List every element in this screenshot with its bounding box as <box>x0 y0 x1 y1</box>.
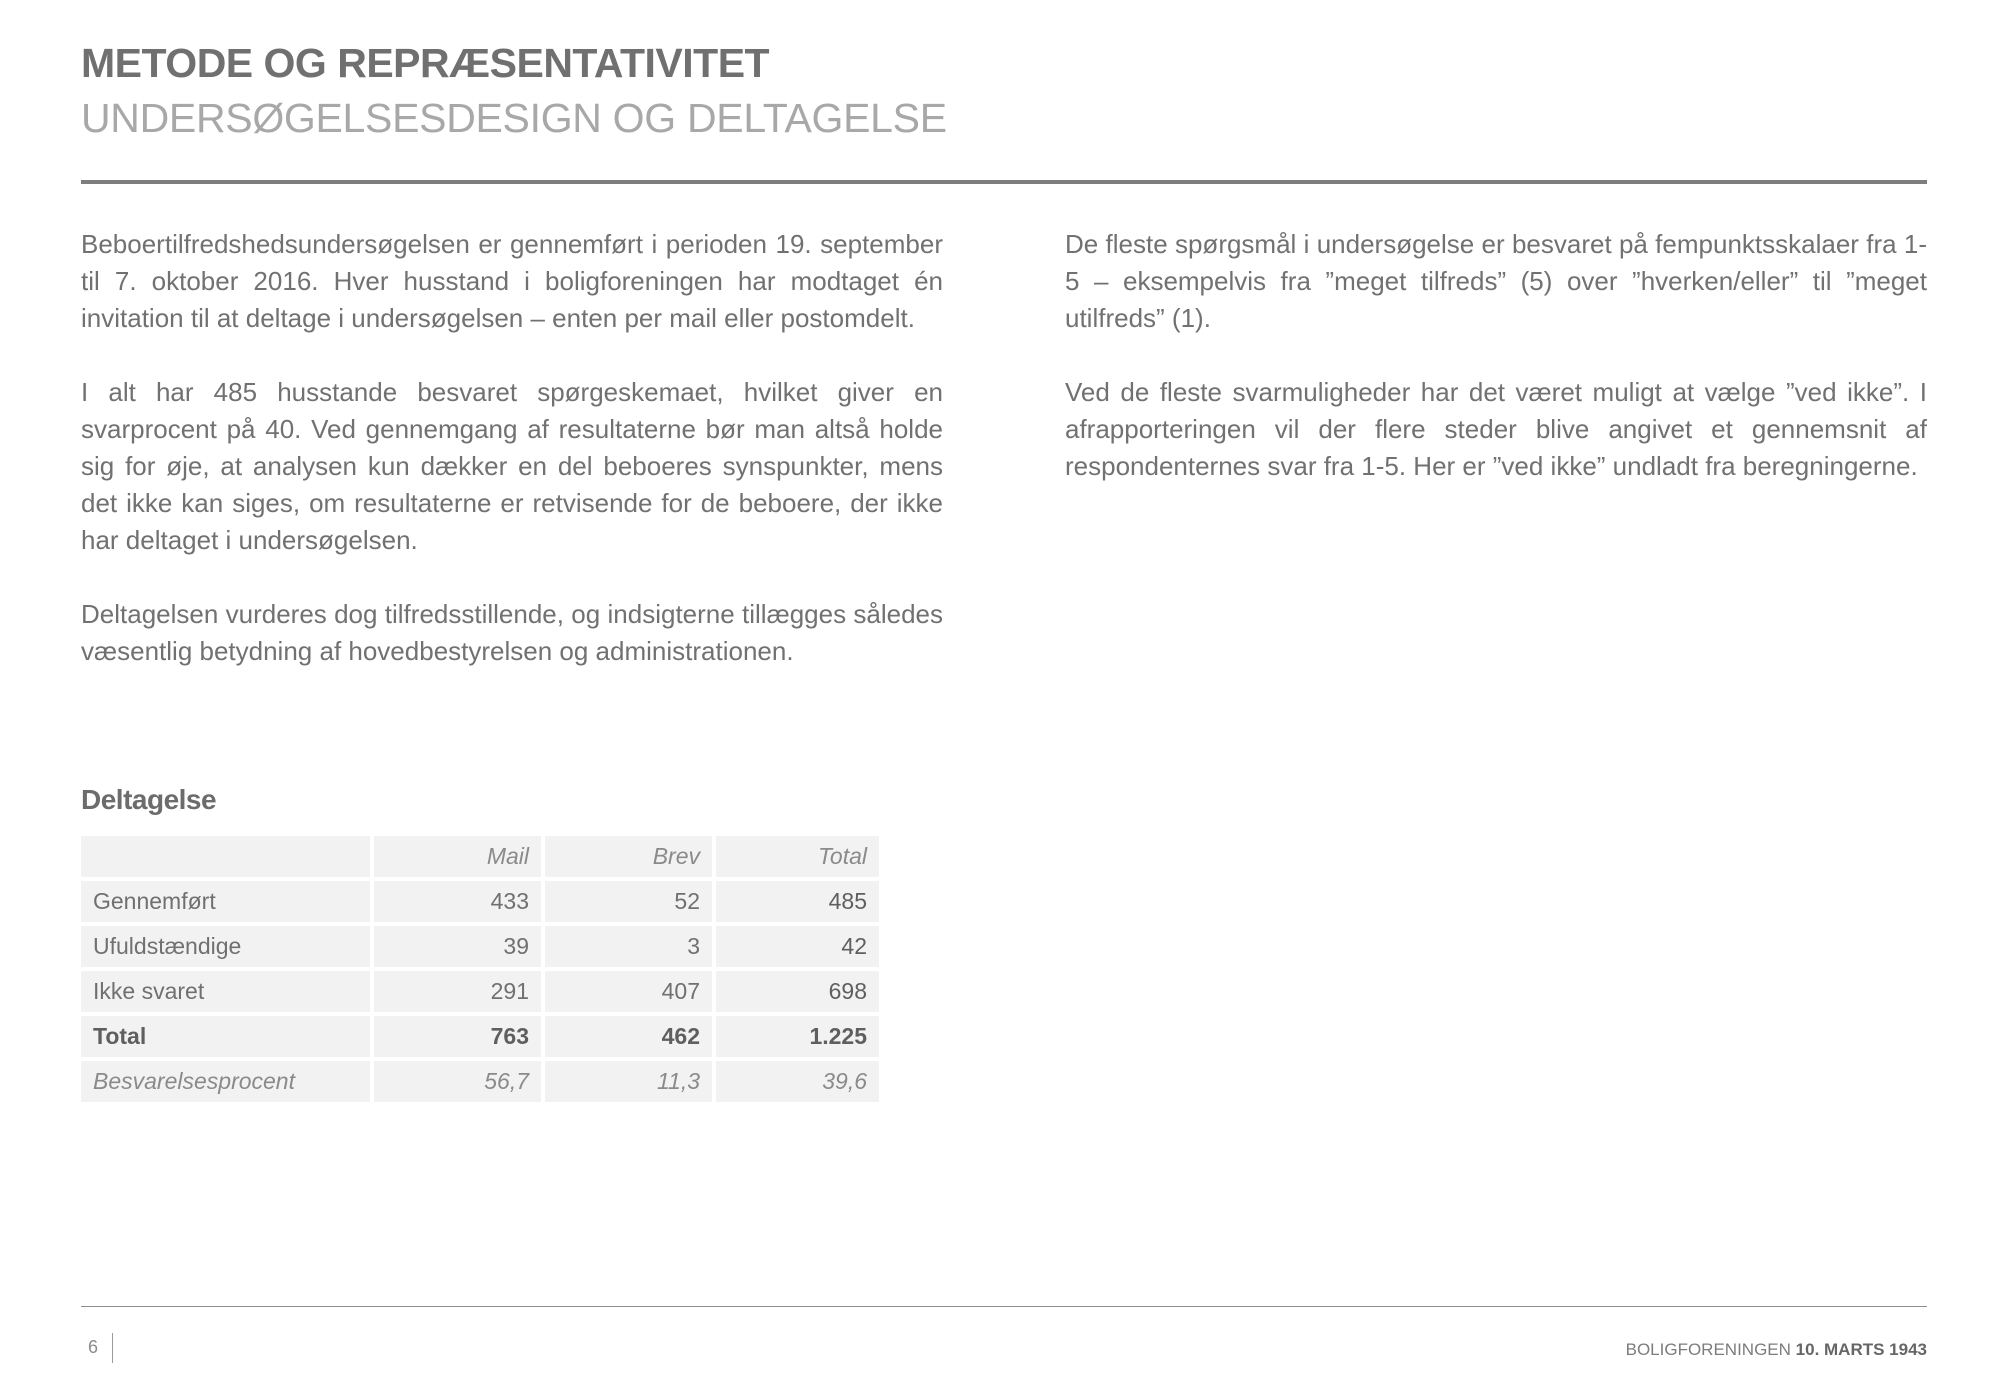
table-total-row <box>81 1016 879 1057</box>
row-label: Ikke svaret <box>81 971 370 1012</box>
table-cell: 462 <box>545 1016 712 1057</box>
row-label: Total <box>81 1016 370 1057</box>
table-cell: 1.225 <box>716 1016 879 1057</box>
table-rate-row <box>81 1061 879 1102</box>
paragraph: I alt har 485 husstande besvaret spørgeskemaet, hvilket giver en svarprocent på 40. Ved gennemgang af resultaterne bør man altså holde sig for øje, at analysen kun dækker en del beboeres synspunkter, mens det ikke kan siges, om resultaterne er retvisende for de beboere, der ikke har deltaget i undersøgelsen. <box>81 377 943 555</box>
paragraph: Ved de fleste svarmuligheder har det været muligt at vælge ”ved ikke”. I afrapporteringen vil der flere steder blive angivet et gennemsnit af respondenternes svar fra 1-5. Her er ”ved ikke” undladt fra beregningerne. <box>1065 377 1927 481</box>
table-cell: 291 <box>374 971 541 1012</box>
table-row <box>81 881 879 922</box>
row-label: Ufuldstændige <box>81 926 370 967</box>
table-cell: 407 <box>545 971 712 1012</box>
paragraph: Deltagelsen vurderes dog tilfredsstillende, og indsigterne tillægges således væsentlig betydning af hovedbestyrelsen og administrationen. <box>81 599 943 666</box>
footer-date: 10. MARTS 1943 <box>1795 1340 1927 1359</box>
table-cell: 56,7 <box>374 1061 541 1102</box>
paragraph: Beboertilfredshedsundersøgelsen er gennemført i perioden 19. september til 7. oktober 2016. Hver husstand i boligforeningen har modtaget én invitation til at deltage i undersøgelsen – enten per mail eller postomdelt. <box>81 229 943 333</box>
footer-divider <box>81 1306 1927 1307</box>
page-number-divider <box>112 1333 113 1363</box>
column-header: Brev <box>545 836 712 877</box>
organization-name: BOLIGFORENINGEN <box>1625 1340 1791 1359</box>
page-number: 6 <box>88 1337 99 1357</box>
table-cell: 763 <box>374 1016 541 1057</box>
right-text-column <box>1065 226 1927 522</box>
participation-table <box>77 832 883 1106</box>
table-cell: 39,6 <box>716 1061 879 1102</box>
header-divider <box>81 180 1927 184</box>
column-header: Mail <box>374 836 541 877</box>
page-title: METODE OG REPRÆSENTATIVITET <box>81 40 770 86</box>
row-label: Besvarelsesprocent <box>81 1061 370 1102</box>
table-heading: Deltagelse <box>81 784 217 815</box>
column-header <box>81 836 370 877</box>
table-row <box>81 926 879 967</box>
table-header-row <box>81 836 879 877</box>
row-label: Gennemført <box>81 881 370 922</box>
table-cell: 485 <box>716 881 879 922</box>
table-cell: 698 <box>716 971 879 1012</box>
column-header: Total <box>716 836 879 877</box>
page-subtitle: UNDERSØGELSESDESIGN OG DELTAGELSE <box>81 95 947 141</box>
table-cell: 3 <box>545 926 712 967</box>
table-row <box>81 971 879 1012</box>
table-cell: 39 <box>374 926 541 967</box>
table-cell: 52 <box>545 881 712 922</box>
table-cell: 433 <box>374 881 541 922</box>
left-text-column <box>81 226 943 707</box>
paragraph: De fleste spørgsmål i undersøgelse er besvaret på fempunktsskalaer fra 1-5 – eksempelvis fra ”meget tilfreds” (5) over ”hverken/eller” til ”meget utilfreds” (1). <box>1065 229 1927 333</box>
footer-organization <box>1626 1340 1927 1360</box>
table-cell: 42 <box>716 926 879 967</box>
table-cell: 11,3 <box>545 1061 712 1102</box>
